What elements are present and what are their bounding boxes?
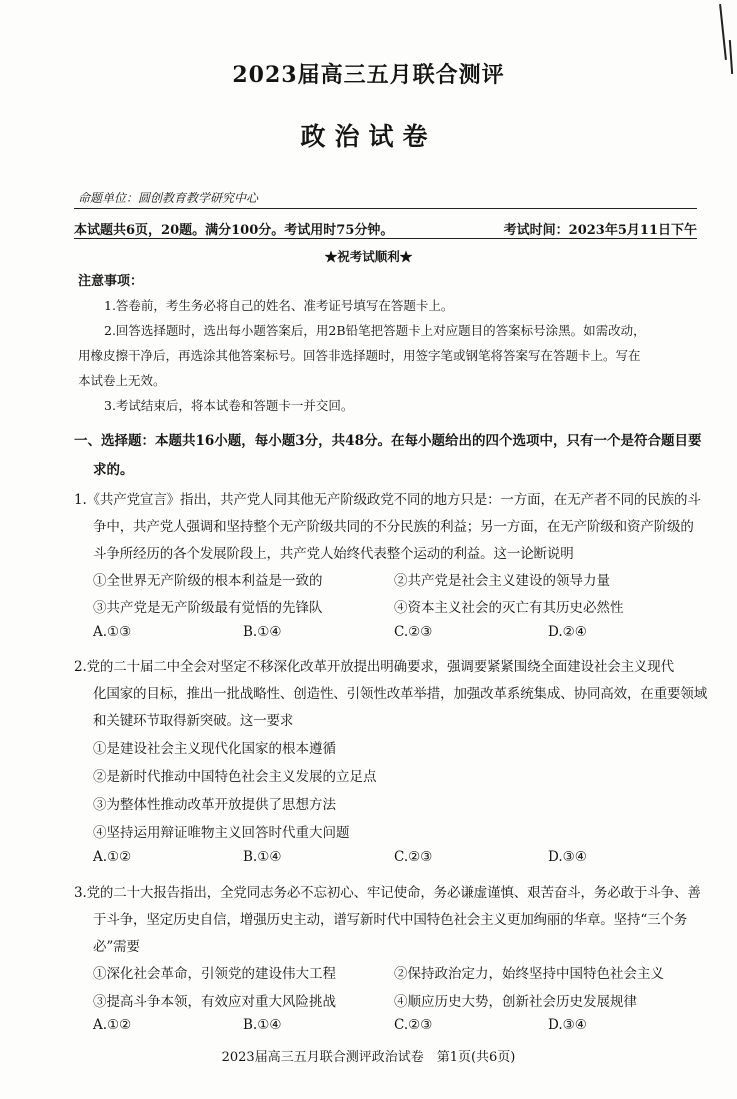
page-footer: 2023届高三五月联合测评政治试卷 第1页(共6页): [221, 1050, 516, 1065]
statement: ①深化社会革命，引领党的建设伟大工程: [93, 966, 336, 982]
statement: ②共产党是社会主义建设的领导力量: [394, 573, 610, 589]
statement: ③提高斗争本领，有效应对重大风险挑战: [93, 994, 336, 1010]
choice-option: D.③④: [548, 849, 587, 865]
statement: ②保持政治定力，始终坚持中国特色社会主义: [394, 966, 664, 982]
notice-line: 3.考试结束后，将本试卷和答题卡一并交回。: [104, 398, 354, 413]
good-luck-banner: ★祝考试顺利★: [324, 249, 413, 264]
question-stem: 1.《共产党宣言》指出，共产党人同其他无产阶级政党不同的地方只是：一方面，在无产者不同的民族的斗: [74, 492, 701, 508]
notice-line: 2.回答选择题时，选出每小题答案后，用2B铅笔把答题卡上对应题目的答案标号涂黑。如需改动，: [104, 323, 646, 338]
choice-option: C.②③: [394, 849, 433, 865]
divider: [74, 208, 697, 209]
statement: ④坚持运用辩证唯物主义回答时代重大问题: [93, 825, 350, 841]
question-stem: 斗争所经历的各个发展阶段上，共产党人始终代表整个运动的利益。这一论断说明: [93, 546, 574, 562]
notice-line: 用橡皮擦干净后，再选涂其他答案标号。回答非选择题时，用签字笔或钢笔将答案写在答题卡上。写在: [78, 348, 641, 363]
author-line: 命题单位：圆创教育教学研究中心: [78, 191, 259, 205]
divider: [74, 238, 697, 239]
exam-title: 2023届高三五月联合测评: [232, 62, 505, 88]
choice-option: D.③④: [548, 1017, 587, 1033]
statement: ③为整体性推动改革开放提供了思想方法: [93, 797, 336, 813]
question-stem: 和关键环节取得新突破。这一要求: [93, 713, 294, 729]
choice-option: B.①④: [243, 849, 282, 865]
statement: ④资本主义社会的灭亡有其历史必然性: [394, 600, 624, 616]
choice-option: C.②③: [394, 624, 433, 640]
statement: ①全世界无产阶级的根本利益是一致的: [93, 573, 323, 589]
statement: ④顺应历史大势，创新社会历史发展规律: [394, 994, 637, 1010]
exam-info: 本试题共6页，20题。满分100分。考试用时75分钟。: [74, 223, 394, 238]
exam-subtitle: 政治试卷: [300, 122, 437, 151]
section-heading: 求的。: [93, 462, 134, 478]
choice-option: A.①③: [93, 624, 132, 640]
choice-option: D.②④: [548, 624, 587, 640]
question-stem: 于斗争，坚定历史自信，增强历史主动，谱写新时代中国特色社会主义更加绚丽的华章。坚持“三个务: [93, 912, 688, 928]
question-stem: 必”需要: [93, 939, 140, 955]
choice-option: B.①④: [243, 624, 282, 640]
question-stem: 化国家的目标，推出一批战略性、创造性、引领性改革举措，加强改革系统集成、协同高效，在重要领域: [93, 686, 708, 702]
exam-info-row: [74, 219, 697, 237]
choice-option: A.①②: [93, 1017, 132, 1033]
choice-option: B.①④: [243, 1017, 282, 1033]
choice-option: A.①②: [93, 849, 132, 865]
statement: ③共产党是无产阶级最有觉悟的先锋队: [93, 600, 323, 616]
exam-time: 考试时间：2023年5月11日下午: [503, 223, 697, 238]
question-stem: 争中，共产党人强调和坚持整个无产阶级共同的不分民族的利益；另一方面，在无产阶级和资产阶级的: [93, 519, 694, 535]
notice-line: 1.答卷前，考生务必将自己的姓名、准考证号填写在答题卡上。: [104, 298, 454, 313]
scan-edge-mark: [719, 4, 727, 60]
statement: ①是建设社会主义现代化国家的根本遵循: [93, 741, 336, 757]
question-stem: 2.党的二十届二中全会对坚定不移深化改革开放提出明确要求，强调要紧紧围绕全面建设社会主义现代: [74, 659, 674, 675]
section-heading: 一、选择题：本题共16小题，每小题3分，共48分。在每小题给出的四个选项中，只有一个是符合题目要: [74, 433, 702, 449]
notice-heading: 注意事项：: [78, 274, 144, 289]
question-stem: 3.党的二十大报告指出，全党同志务必不忘初心、牢记使命，务必谦虚谨慎、艰苦奋斗，务必敢于斗争、善: [74, 885, 701, 901]
choice-option: C.②③: [394, 1017, 433, 1033]
statement: ②是新时代推动中国特色社会主义发展的立足点: [93, 769, 377, 785]
notice-line: 本试卷上无效。: [78, 373, 166, 388]
